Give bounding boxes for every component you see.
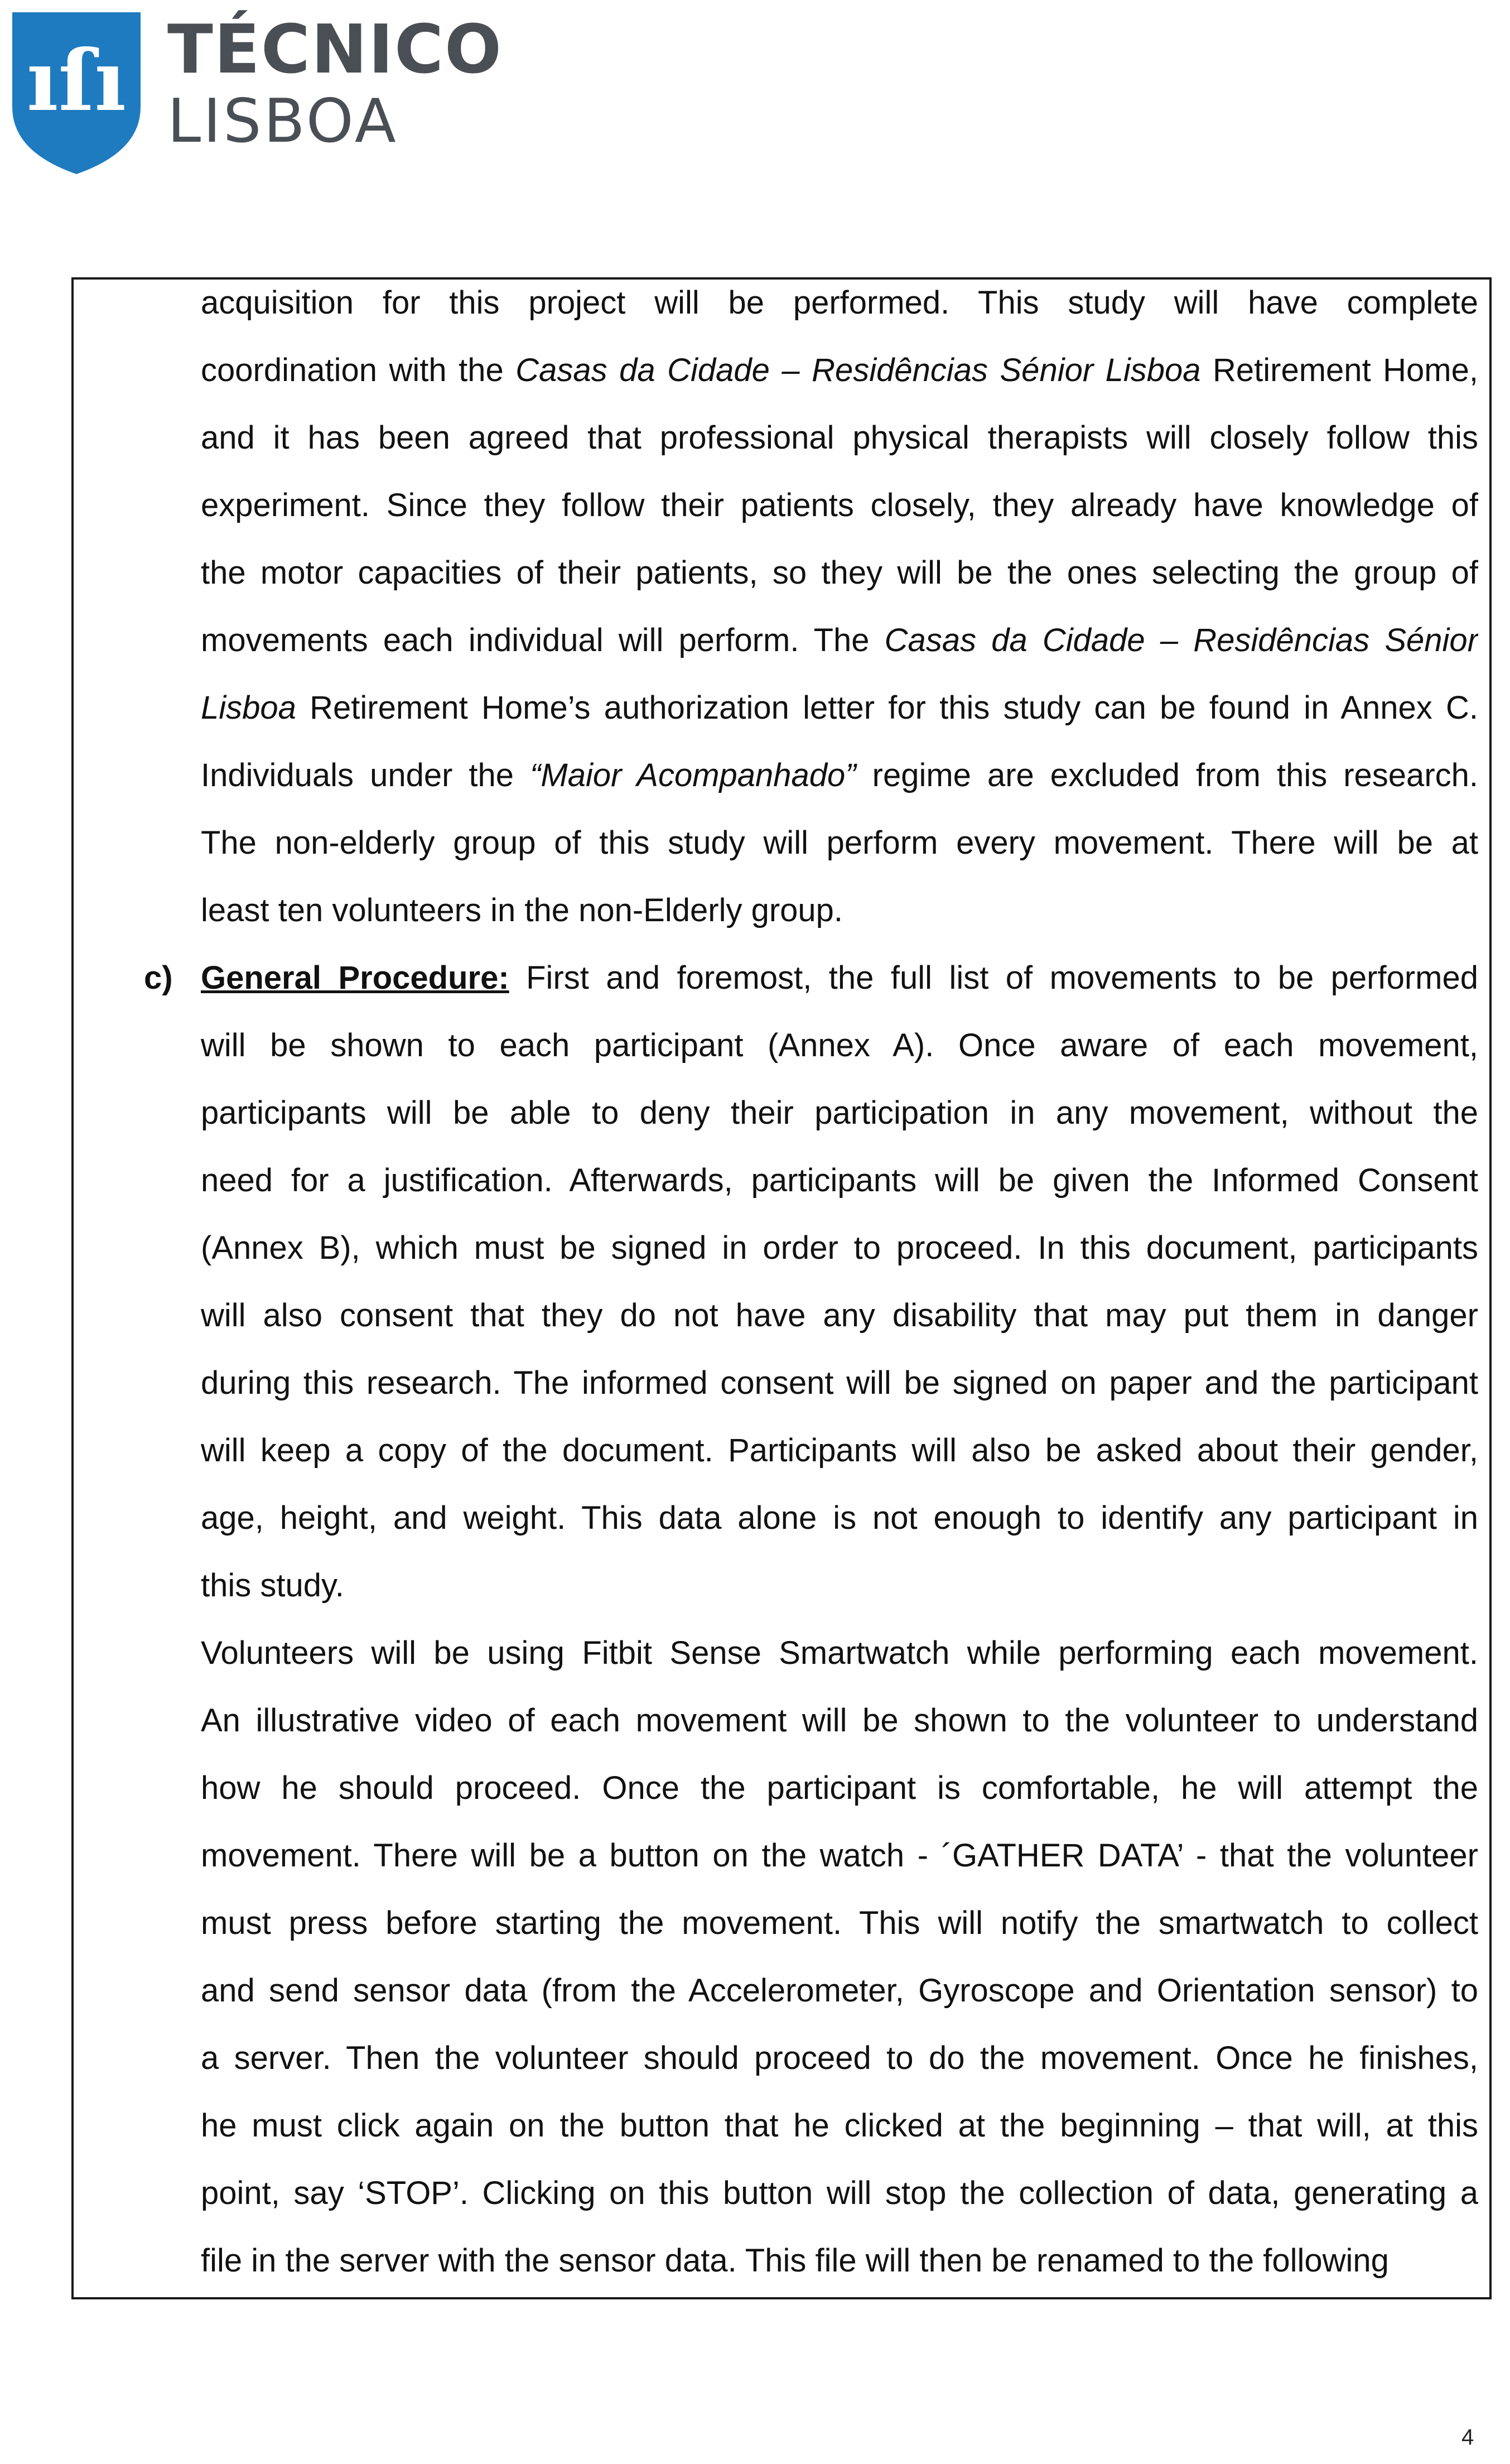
text-run: this study.	[201, 1567, 344, 1604]
text-line	[201, 336, 1478, 404]
text-run: will keep a copy of the document. Participants will also be asked about their gender,	[201, 1432, 1478, 1469]
text-line	[201, 674, 1478, 742]
text-run: the motor capacities of their patients, so they will be the ones selecting the group of	[201, 555, 1478, 591]
italic-text-run: “Maior Acompanhado”	[530, 757, 856, 793]
text-line	[201, 877, 1478, 944]
text-run: Retirement Home’s authorization letter for this study can be found in Annex C.	[296, 690, 1478, 726]
text-run: Retirement Home,	[1200, 352, 1478, 388]
italic-text-run: Casas da Cidade – Residências Sénior Lisboa	[515, 352, 1201, 388]
paragraph-smartwatch-procedure	[201, 1619, 1478, 2294]
text-run: must press before starting the movement. This will notify the smartwatch to collect	[201, 1905, 1478, 1941]
text-line	[201, 1282, 1478, 1349]
text-line	[201, 269, 1478, 336]
text-line	[201, 2227, 1478, 2294]
text-line	[201, 809, 1478, 877]
text-line	[201, 1552, 1478, 1619]
text-line	[201, 742, 1478, 809]
text-run: participants will be able to deny their participation in any movement, without the	[201, 1095, 1478, 1131]
text-line	[201, 1619, 1478, 1687]
text-line	[201, 1214, 1478, 1282]
text-line	[201, 1147, 1478, 1214]
logo-line-tecnico: TÉCNICO	[167, 11, 503, 89]
tecnico-logo-shield-icon	[12, 12, 141, 174]
text-line	[201, 1417, 1478, 1484]
section-c-label: c)	[144, 960, 173, 996]
text-run: point, say ‘STOP’. Clicking on this button will stop the collection of data, generating a	[201, 2175, 1478, 2211]
text-run: regime are excluded from this research.	[856, 757, 1478, 793]
text-line	[201, 1822, 1478, 1889]
text-run: movements each individual will perform. The	[201, 622, 885, 658]
text-line	[201, 404, 1478, 471]
text-run: An illustrative video of each movement will be shown to the volunteer to understand	[201, 1702, 1478, 1739]
text-run: acquisition for this project will be performed. This study will have complete	[201, 285, 1478, 321]
text-line	[201, 1687, 1478, 1754]
text-run: coordination with the	[201, 352, 516, 388]
text-run: (Annex B), which must be signed in order to proceed. In this document, participants	[201, 1230, 1478, 1266]
institution-logo-text	[167, 11, 503, 156]
text-run: Volunteers will be using Fitbit Sense Smartwatch while performing each movement.	[201, 1635, 1478, 1671]
text-run: Individuals under the	[201, 757, 530, 793]
paragraph-participants	[201, 269, 1478, 944]
text-line	[201, 1957, 1478, 2024]
text-line	[201, 1754, 1478, 1822]
text-run: age, height, and weight. This data alone is not enough to identify any participant in	[201, 1500, 1478, 1536]
text-run: during this research. The informed consent will be signed on paper and the participant	[201, 1365, 1478, 1401]
text-run: he must click again on the button that he clicked at the beginning – that will, at this	[201, 2107, 1478, 2144]
italic-text-run: Casas da Cidade – Residências Sénior	[884, 622, 1478, 658]
logo-monogram: ıſı	[26, 32, 127, 130]
text-run: file in the server with the sensor data. This file will then be renamed to the following	[201, 2242, 1389, 2279]
text-run: how he should proceed. Once the participant is comfortable, he will attempt the	[201, 1770, 1478, 1806]
logo-line-lisboa: LISBOA	[167, 86, 398, 156]
text-line	[201, 539, 1478, 607]
text-line	[201, 1012, 1478, 1079]
text-line	[201, 1889, 1478, 1957]
paragraph-general-procedure	[201, 944, 1478, 1619]
page-number: 4	[1461, 2425, 1474, 2449]
text-run: need for a justification. Afterwards, participants will be given the Informed Consent	[201, 1162, 1478, 1199]
text-run: will be shown to each participant (Annex A). Once aware of each movement,	[201, 1027, 1478, 1063]
text-line	[201, 1349, 1478, 1417]
text-line	[201, 2092, 1478, 2159]
text-run: least ten volunteers in the non-Elderly group.	[201, 892, 843, 928]
text-line	[201, 471, 1478, 539]
text-line	[201, 607, 1478, 674]
text-line	[201, 1079, 1478, 1147]
text-run: The non-elderly group of this study will perform every movement. There will be at	[201, 825, 1478, 861]
text-run: a server. Then the volunteer should proceed to do the movement. Once he finishes,	[201, 2040, 1478, 2076]
italic-text-run: Lisboa	[201, 690, 296, 726]
section-heading: General Procedure:	[201, 960, 509, 996]
text-run: experiment. Since they follow their patients closely, they already have knowledge of	[201, 487, 1478, 523]
text-line	[201, 2024, 1478, 2092]
text-run: movement. There will be a button on the watch - ´GATHER DATA’ - that the volunteer	[201, 1837, 1478, 1874]
text-line	[201, 944, 1478, 1012]
text-run: First and foremost, the full list of movements to be performed	[509, 960, 1478, 996]
text-run: and send sensor data (from the Accelerometer, Gyroscope and Orientation sensor) to	[201, 1972, 1478, 2009]
text-line	[201, 2159, 1478, 2227]
text-run: will also consent that they do not have any disability that may put them in danger	[201, 1297, 1478, 1334]
text-line	[201, 1484, 1478, 1552]
text-run: and it has been agreed that professional physical therapists will closely follow this	[201, 420, 1478, 456]
